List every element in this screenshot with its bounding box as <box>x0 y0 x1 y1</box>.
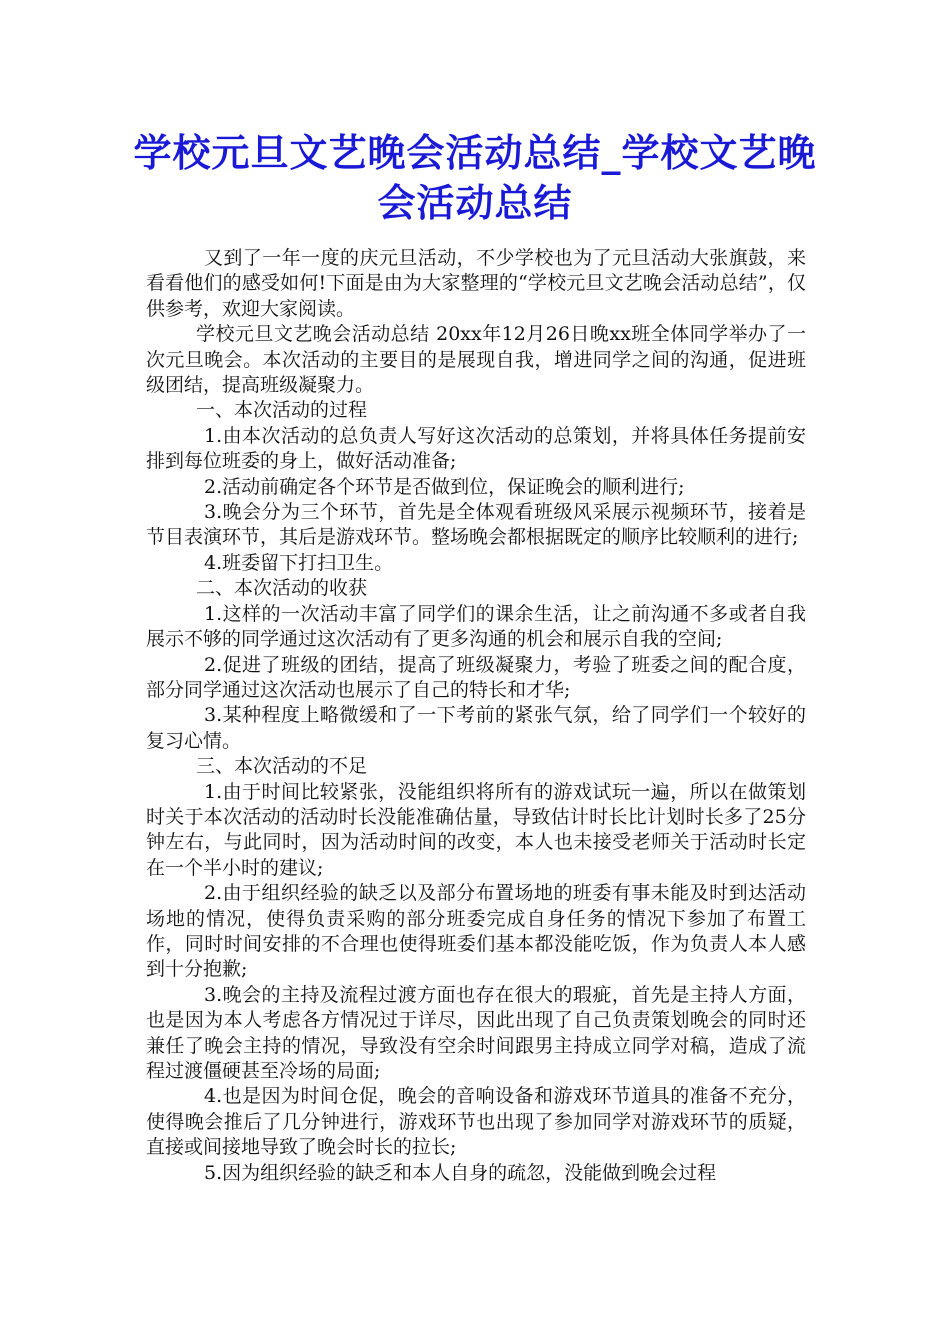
paragraph: 3.某种程度上略微缓和了一下考前的紧张气氛，给了同学们一个较好的复习心情。 <box>146 704 806 752</box>
document-title: 学校元旦文艺晚会活动总结_学校文艺晚会活动总结 <box>133 131 817 225</box>
paragraph: 1.由本次活动的总负责人写好这次活动的总策划，并将具体任务提前安排到每位班委的身上，做好活动准备; <box>146 424 806 473</box>
paragraph: 4.班委留下打扫卫生。 <box>204 551 394 574</box>
paragraph: 4.也是因为时间仓促，晚会的音响设备和游戏环节道具的准备不充分，使得晚会推后了几分钟进行，游戏环节也出现了参加同学对游戏环节的质疑，直接或间接地导致了晚会时长的拉长; <box>146 1085 806 1159</box>
paragraph: 2.促进了班级的团结，提高了班级凝聚力，考验了班委之间的配合度，部分同学通过这次活动也展示了自己的特长和才华; <box>146 653 806 701</box>
paragraph: 3.晚会分为三个环节，首先是全体观看班级风采展示视频环节，接着是节目表演环节，其后是游戏环节。整场晚会都根据既定的顺序比较顺利的进行; <box>146 501 806 549</box>
paragraph: 5.因为组织经验的缺乏和本人自身的疏忽，没能做到晚会过程 <box>204 1161 717 1184</box>
section-heading-process: 一、本次活动的过程 <box>196 399 368 422</box>
paragraph: 2.活动前确定各个环节是否做到位，保证晚会的顺利进行; <box>204 475 685 498</box>
paragraph: 1.由于时间比较紧张，没能组织将所有的游戏试玩一遍，所以在做策划时关于本次活动的活动时长没能准确估量，导致估计时长比计划时长多了25分钟左右，与此同时，因为活动时间的改变，本人也未接受老师关于活动时长定在一个半小时的建议; <box>146 780 806 879</box>
document-body <box>146 246 806 1186</box>
paragraph: 1.这样的一次活动丰富了同学们的课余生活，让之前沟通不多或者自我展示不够的同学通过这次活动有了更多沟通的机会和展示自我的空间; <box>146 602 806 651</box>
paragraph-opening: 学校元旦文艺晚会活动总结 20xx年12月26日晚xx班全体同学举办了一次元旦晚会。本次活动的主要目的是展现自我，增进同学之间的沟通，促进班级团结，提高班级凝聚力。 <box>146 323 806 397</box>
section-heading-gains: 二、本次活动的收获 <box>196 577 368 600</box>
paragraph: 3.晚会的主持及流程过渡方面也存在很大的瑕疵，首先是主持人方面，也是因为本人考虑各方情况过于详尽，因此出现了自己负责策划晚会的同时还兼任了晚会主持的情况，导致没有空余时间跟男主持成立同学对稿，造成了流程过渡僵硬甚至冷场的局面; <box>146 983 806 1082</box>
paragraph-intro: 又到了一年一度的庆元旦活动，不少学校也为了元旦活动大张旗鼓，来看看他们的感受如何!下面是由为大家整理的“学校元旦文艺晚会活动总结”，仅供参考，欢迎大家阅读。 <box>146 247 806 320</box>
paragraph: 2.由于组织经验的缺乏以及部分布置场地的班委有事未能及时到达活动场地的情况，使得负责采购的部分班委完成自身任务的情况下参加了布置工作，同时时间安排的不合理也使得班委们基本都没能吃饭，作为负责人本人感到十分抱歉; <box>146 882 806 981</box>
section-heading-shortcomings: 三、本次活动的不足 <box>196 755 368 778</box>
